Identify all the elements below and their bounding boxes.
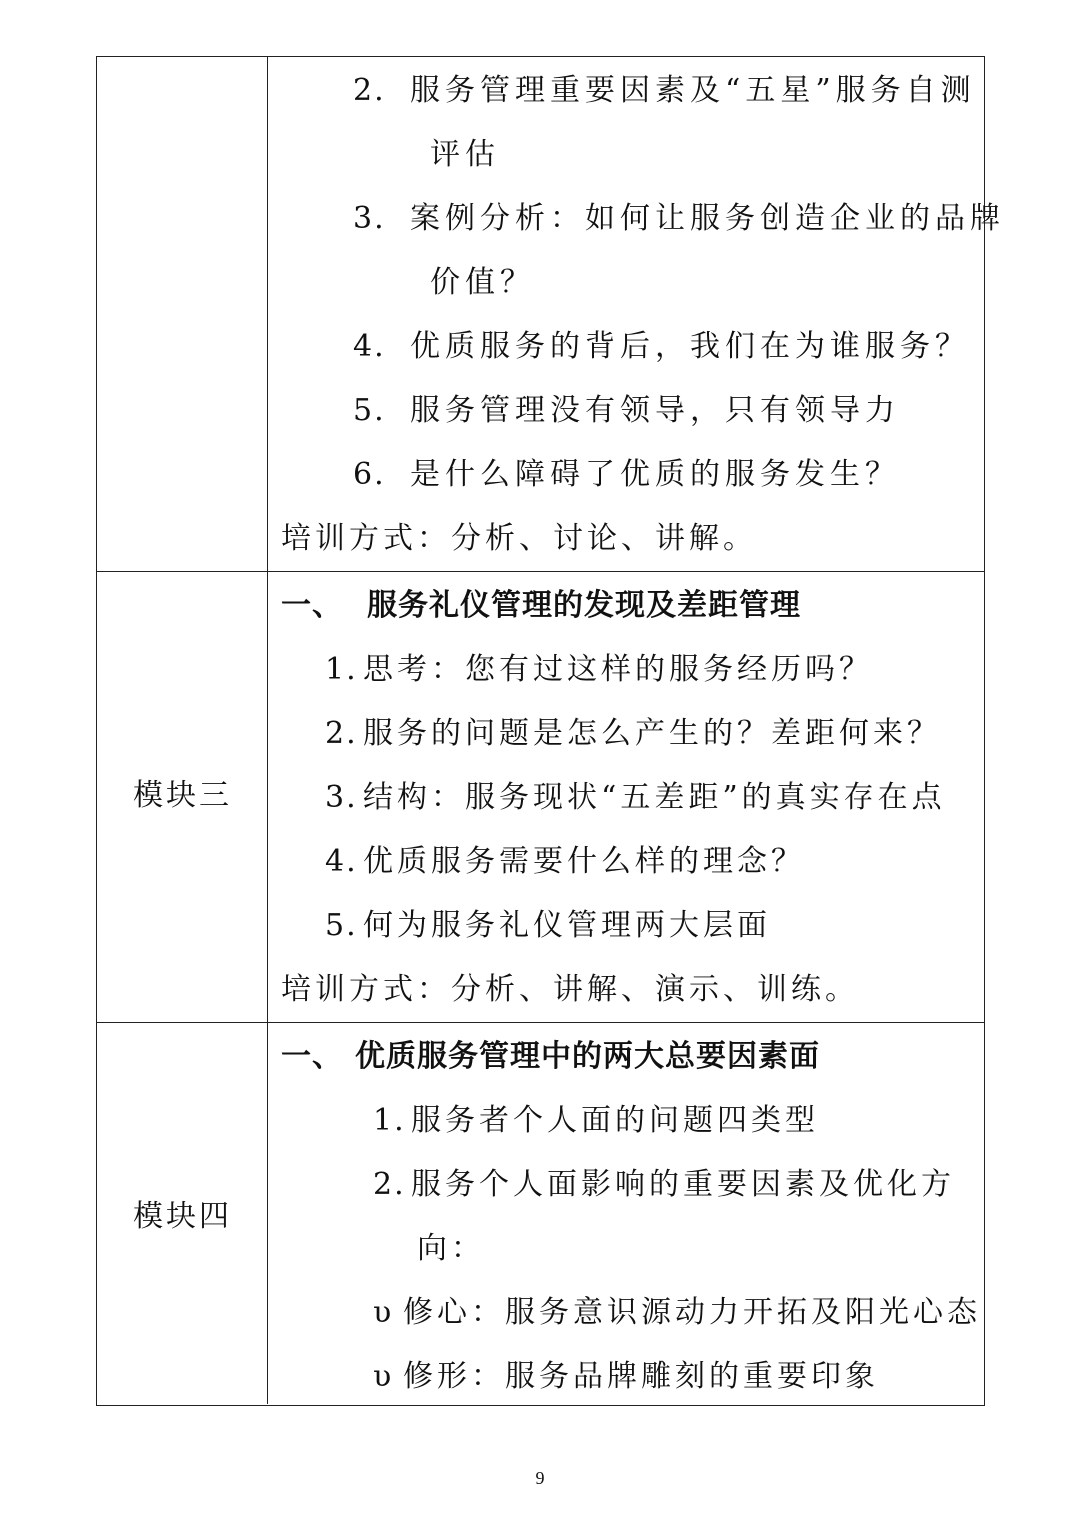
list-item: 2. 服务管理重要因素及“五星”服务自测 [353,73,976,108]
list-item: 价值？ [430,265,535,300]
table-row-continuation [97,57,1005,571]
list-item: 4. 优质服务需要什么样的理念？ [325,844,805,879]
list-item: 4. 优质服务的背后，我们在为谁服务？ [353,329,970,364]
module-name: 模块四 [133,1199,232,1234]
section-heading: 一、 服务礼仪管理的发现及差距管理 [281,588,801,623]
list-item: 评估 [430,137,500,172]
module-name: 模块三 [133,778,232,813]
section-heading: 一、 优质服务管理中的两大总要因素面 [281,1039,820,1074]
module-cell [97,1023,268,1404]
page-number: 9 [535,1468,545,1488]
bullet-item: υ 修心：服务意识源动力开拓及阳光心态 [373,1293,981,1333]
training-method: 培训方式：分析、讲解、演示、训练。 [281,972,859,1007]
list-item: 2. 服务的问题是怎么产生的？差距何来？ [325,716,941,751]
list-item: 1. 服务者个人面的问题四类型 [373,1103,819,1138]
list-item: 6. 是什么障碍了优质的服务发生？ [353,457,900,492]
bullet-item: υ 修形：服务品牌雕刻的重要印象 [373,1357,879,1397]
list-item: 3. 案例分析：如何让服务创造企业的品牌 [353,201,1005,236]
list-item: 5. 何为服务礼仪管理两大层面 [325,908,771,943]
bullet-icon: υ [373,1295,394,1330]
training-method: 培训方式：分析、讨论、讲解。 [281,521,757,556]
list-item: 向： [417,1231,485,1266]
module-cell [97,572,268,1022]
list-item: 1. 思考：您有过这样的服务经历吗？ [325,652,873,687]
table-row-module-3 [97,571,984,1022]
list-item: 5. 服务管理没有领导，只有领导力 [353,393,900,428]
bullet-icon: υ [373,1359,394,1394]
course-table [96,56,1005,1406]
list-item: 2. 服务个人面影响的重要因素及优化方 [373,1167,955,1202]
module-cell [97,57,268,571]
list-item: 3. 结构：服务现状“五差距”的真实存在点 [325,780,946,815]
table-row-module-4 [97,1022,984,1404]
